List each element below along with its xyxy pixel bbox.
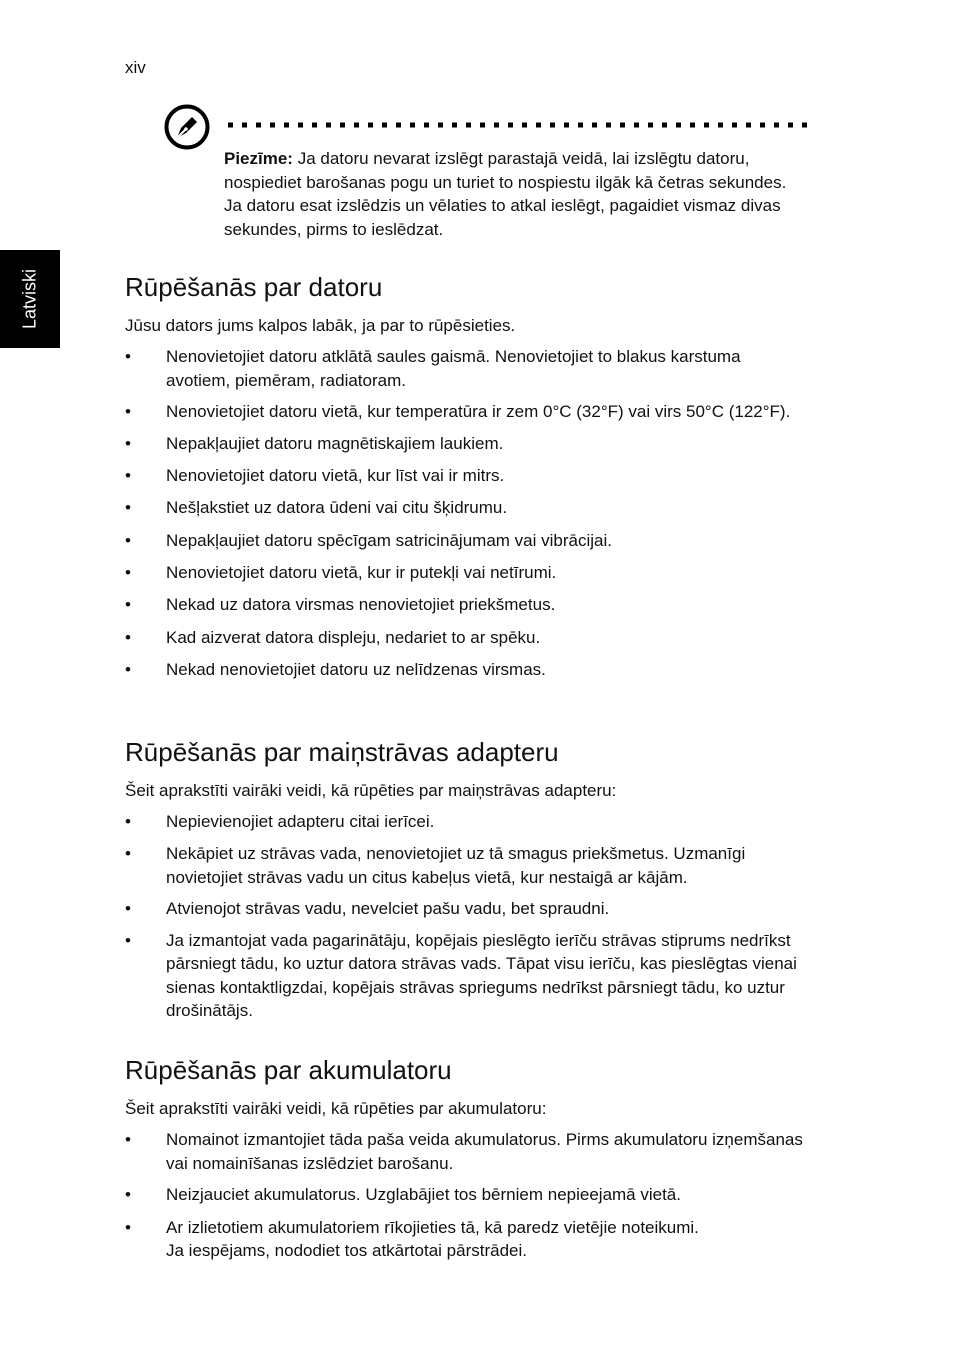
list-item: • Ja izmantojat vada pagarinātāju, kopējais pieslēgto ierīču strāvas stiprums nedrīkst pārsniegt tādu, ko uztur datora strāvas vads. Tāpat visu ierīču, kas pieslēgtas vienai sienas kontaktligzdai, kopējais strāvas spriegums nedrīkst pārsniegt tādu, ko uztur drošinātājs. bbox=[125, 929, 805, 1023]
note-dotted-rule bbox=[226, 121, 809, 129]
section-title-battery-care: Rūpēšanās par akumulatoru bbox=[125, 1055, 452, 1085]
list-item: • Nekad nenovietojiet datoru uz nelīdzenas virsmas. bbox=[125, 658, 805, 682]
list-item: • Nepakļaujiet datoru spēcīgam satricinājumam vai vibrācijai. bbox=[125, 529, 805, 553]
section-title-computer-care: Rūpēšanās par datoru bbox=[125, 272, 383, 302]
list-item: • Ar izlietotiem akumulatoriem rīkojieties tā, kā paredz vietējie noteikumi. Ja iespējams, nododiet tos atkārtotai pārstrādei. bbox=[125, 1216, 805, 1263]
list-item: • Nekāpiet uz strāvas vada, nenovietojiet uz tā smagus priekšmetus. Uzmanīgi novietojiet strāvas vadu un citus kabeļus vietā, kur nestaigā ar kājām. bbox=[125, 842, 805, 889]
note-pen-icon bbox=[164, 104, 210, 150]
language-tab-label: Latviski bbox=[19, 268, 40, 330]
list-item: • Nenovietojiet datoru vietā, kur līst vai ir mitrs. bbox=[125, 464, 805, 488]
list-item: • Nepakļaujiet datoru magnētiskajiem laukiem. bbox=[125, 432, 805, 456]
section-intro-computer-care: Jūsu dators jums kalpos labāk, ja par to rūpēsieties. bbox=[125, 316, 516, 335]
note-label: Piezīme: bbox=[224, 149, 293, 168]
section-intro-adapter-care: Šeit aprakstīti vairāki veidi, kā rūpēties par maiņstrāvas adapteru: bbox=[125, 781, 617, 800]
note-body: Ja datoru nevarat izslēgt parastajā veidā, lai izslēgtu datoru, nospiediet barošanas pogu un turiet to nospiestu ilgāk kā četras sekundes. Ja datoru esat izslēdzis un vēlaties to atkal ieslēgt, pagaidiet vismaz divas sekundes, pirms to ieslēdzat. bbox=[224, 149, 787, 239]
list-item: • Nenovietojiet datoru atklātā saules gaismā. Nenovietojiet to blakus karstuma avotiem, piemēram, radiatoram. bbox=[125, 345, 805, 392]
list-item: • Nomainot izmantojiet tāda paša veida akumulatorus. Pirms akumulatoru izņemšanas vai nomainīšanas izslēdziet barošanu. bbox=[125, 1128, 805, 1175]
adapter-care-list bbox=[125, 810, 805, 1023]
list-item: • Atvienojot strāvas vadu, nevelciet pašu vadu, bet spraudni. bbox=[125, 897, 805, 921]
computer-care-list bbox=[125, 345, 805, 681]
list-item: • Neizjauciet akumulatorus. Uzglabājiet tos bērniem nepieejamā vietā. bbox=[125, 1183, 805, 1207]
battery-care-list bbox=[125, 1128, 805, 1263]
page-number: xiv bbox=[125, 58, 146, 77]
list-item: • Nepievienojiet adapteru citai ierīcei. bbox=[125, 810, 805, 834]
section-intro-battery-care: Šeit aprakstīti vairāki veidi, kā rūpēties par akumulatoru: bbox=[125, 1099, 547, 1118]
list-item: • Kad aizverat datora displeju, nedariet to ar spēku. bbox=[125, 626, 805, 650]
list-item: • Nenovietojiet datoru vietā, kur ir putekļi vai netīrumi. bbox=[125, 561, 805, 585]
note-paragraph bbox=[224, 147, 804, 241]
section-title-adapter-care: Rūpēšanās par maiņstrāvas adapteru bbox=[125, 737, 559, 767]
list-item: • Nešļakstiet uz datora ūdeni vai citu šķidrumu. bbox=[125, 496, 805, 520]
list-item: • Nekad uz datora virsmas nenovietojiet priekšmetus. bbox=[125, 593, 805, 617]
language-side-tab bbox=[0, 250, 60, 348]
list-item: • Nenovietojiet datoru vietā, kur temperatūra ir zem 0°C (32°F) vai virs 50°C (122°F). bbox=[125, 400, 805, 424]
